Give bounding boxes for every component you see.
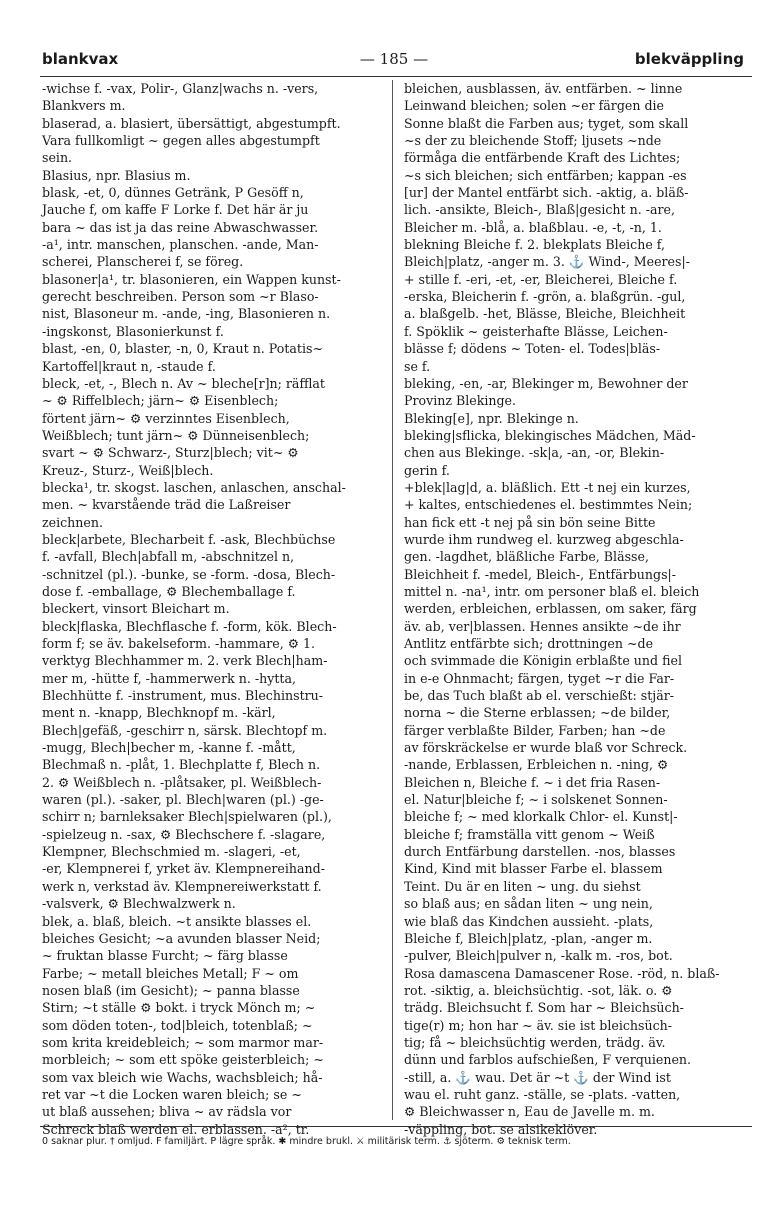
entry-line: Bleking[e], npr. Blekinge n. (404, 410, 579, 426)
entry-line: blässe f; dödens ~ Toten- el. Todes|bläs- (404, 341, 661, 357)
entry-line: -er, Klempnerei f, yrket äv. Klempnereihand- (42, 861, 325, 877)
entry-line: Bleichheit f. -medel, Bleich-, Entfärbungs|- (404, 566, 677, 582)
entry-line: in e-e Ohnmacht; färgen, tyget ~r die Far- (404, 670, 675, 686)
entry-line: Schreck blaß werden el. erblassen. -a², tr. (42, 1121, 310, 1137)
entry-line: bleiches Gesicht; ~a avunden blasser Neid; (42, 930, 321, 946)
entry-line: färger verblaßte Bilder, Farben; han ~de (404, 722, 666, 738)
entry-line: sein. (42, 150, 73, 166)
entry-line: ut blaß aussehen; bliva ~ av rädsla vor (42, 1104, 292, 1120)
entry-line: Jauche f, om kaffe F Lorke f. Det här är ju (42, 202, 309, 218)
entry-line: bleck|flaska, Blechflasche f. -form, kök. Blech- (42, 618, 337, 634)
entry-line: Klempner, Blechschmied m. -slageri, -et, (42, 844, 301, 860)
entry-line: wau el. ruht ganz. -ställe, se -plats. -vatten, (404, 1086, 681, 1102)
entry-line: + kaltes, entschiedenes el. bestimmtes Nein; (404, 497, 693, 513)
entry-line: Provinz Blekinge. (404, 393, 516, 409)
entry-line: bleking, -en, -ar, Blekinger m, Bewohner der (404, 375, 688, 391)
entry-line: [ur] der Mantel entfärbt sich. -aktig, a. bläß- (404, 185, 689, 201)
entry-line: werk n, verkstad äv. Klempnereiwerkstatt f. (42, 878, 322, 894)
abbreviation-legend: 0 saknar plur. † omljud. F familjärt. P lägre språk. ✱ mindre brukl. ⚔ militärisk term. ⚓ sjöterm. ⚙ teknisk term. (42, 1136, 571, 1147)
entry-line: lich. -ansikte, Bleich-, Blaß|gesicht n. -are, (404, 202, 675, 218)
entry-line: Antlitz entfärbte sich; drottningen ~de (404, 636, 654, 651)
entry-line: av förskräckelse er wurde blaß vor Schreck. (404, 740, 688, 756)
entry-line: scherei, Planscherei f, se föreg. (42, 254, 244, 270)
entry-line: Kind, Kind mit blasser Farbe el. blassem (404, 861, 663, 877)
entry-line: zeichnen. (42, 514, 103, 530)
header-rule (40, 76, 752, 77)
entry-line: durch Entfärbung darstellen. -nos, blasses (404, 844, 676, 860)
entry-line: -väppling, bot. se alsikeklöver. (404, 1121, 598, 1137)
entry-line: -still, a. ⚓ wau. Det är ~t ⚓ der Wind ist (404, 1069, 671, 1085)
running-header (36, 50, 752, 74)
entry-line: ment n. -knapp, Blechknopf m. -kärl, (42, 705, 276, 721)
dictionary-page (36, 46, 752, 1196)
entry-line: Rosa damascena Damascener Rose. -röd, n. blaß- (404, 965, 720, 981)
entry-line: Bleichen n, Bleiche f. ~ i det fria Rasen- (404, 774, 661, 790)
entry-line: blask, -et, 0, dünnes Getränk, P Gesöff n, (42, 185, 304, 201)
left-column (42, 80, 384, 1137)
entry-line: verktyg Blechhammer m. 2. verk Blech|ham- (42, 653, 328, 669)
entry-line: Bleich|platz, -anger m. 3. ⚓ Wind-, Meeres|- (404, 254, 690, 270)
entry-line: -ingskonst, Blasonierkunst f. (42, 323, 224, 339)
entry-line: nist, Blasoneur m. -ande, -ing, Blasonieren n. (42, 306, 331, 322)
entry-line: +blek|lag|d, a. bläßlich. Ett -t nej ein kurzes, (404, 479, 691, 495)
entry-line: 2. ⚙ Weißblech n. -plåtsaker, pl. Weißblech- (42, 774, 322, 790)
entry-line: bleichen, ausblassen, äv. entfärben. ~ linne (404, 81, 683, 96)
entry-line: rot. -siktig, a. bleichsüchtig. -sot, läk. o. ⚙ (404, 982, 673, 998)
entry-line: bleiche f; framställa vitt genom ~ Weiß (404, 826, 655, 842)
entry-line: Farbe; ~ metall bleiches Metall; F ~ om (42, 965, 299, 981)
entry-line: blasoner|a¹, tr. blasonieren, ein Wappen kunst- (42, 271, 341, 287)
entry-line: a. blaßgelb. -het, Blässe, Bleiche, Bleichheit (404, 306, 686, 322)
entry-line: schirr n; barnleksaker Blech|spielwaren (pl.), (42, 809, 332, 825)
entry-line: -spielzeug n. -sax, ⚙ Blechschere f. -slagare, (42, 826, 326, 842)
entry-line: bleck|arbete, Blecharbeit f. -ask, Blechbüchse (42, 531, 336, 547)
entry-line: waren (pl.). -saker, pl. Blech|waren (pl.) -ge- (42, 792, 324, 808)
entry-line: + stille f. -eri, -et, -er, Bleicherei, Bleiche f. (404, 271, 678, 287)
entry-line: Blasius, npr. Blasius m. (42, 167, 191, 183)
entry-line: be, das Tuch blaßt ab el. verschießt: stjär- (404, 688, 674, 704)
entry-line: bara ~ das ist ja das reine Abwaschwasser. (42, 219, 319, 235)
entry-line: se f. (404, 358, 431, 374)
entry-line: som vax bleich wie Wachs, wachsbleich; hå- (42, 1069, 323, 1085)
entry-line: norna ~ die Sterne erblassen; ~de bilder, (404, 705, 671, 721)
entry-line: ~s sich bleichen; sich entfärben; kappan -es (404, 167, 687, 183)
entry-line: wie blaß das Kindchen aussieht. -plats, (404, 913, 654, 929)
entry-line: ~ fruktan blasse Furcht; ~ färg blasse (42, 948, 288, 964)
entry-line: ~ ⚙ Riffelblech; järn~ ⚙ Eisenblech; (42, 393, 279, 409)
entry-line: form f; se äv. bakelseform. -hammare, ⚙ 1. (42, 636, 316, 651)
entry-line: wurde ihm rundweg el. kurzweg abgeschla- (404, 531, 684, 547)
entry-line: werden, erbleichen, erblassen, om saker, färg (404, 601, 697, 617)
entry-line: bleiche f; ~ med klorkalk Chlor- el. Kunst|- (404, 809, 678, 825)
entry-line: Bleiche f, Bleich|platz, -plan, -anger m. (404, 930, 653, 946)
entry-line: Stirn; ~t ställe ⚙ bokt. i tryck Mönch m; ~ (42, 1000, 316, 1016)
entry-line: förtent järn~ ⚙ verzinntes Eisenblech, (42, 410, 290, 426)
entry-line: ~s der zu bleichende Stoff; ljusets ~nde (404, 133, 662, 149)
entry-line: tige(r) m; hon har ~ äv. sie ist bleichsüch- (404, 1017, 673, 1033)
entry-line: bleck, -et, -, Blech n. Av ~ bleche[r]n; räfflat (42, 375, 325, 391)
footer-rule (40, 1126, 752, 1127)
entry-line: Bleicher m. -blå, a. blaßblau. -e, -t, -n, 1. (404, 219, 662, 235)
page-number: — 185 — (359, 50, 429, 68)
entry-line: ret var ~t die Locken waren bleich; se ~ (42, 1086, 302, 1102)
entry-line: Teint. Du är en liten ~ ung. du siehst (404, 878, 641, 894)
entry-line: -mugg, Blech|becher m, -kanne f. -mått, (42, 740, 296, 756)
entry-line: -pulver, Bleich|pulver n, -kalk m. -ros, bot. (404, 948, 673, 964)
entry-line: -a¹, intr. manschen, planschen. -ande, Man- (42, 237, 319, 253)
entry-line: dünn und farblos aufschießen, F verquienen. (404, 1052, 692, 1068)
entry-line: -wichse f. -vax, Polir-, Glanz|wachs n. -vers, (42, 81, 319, 96)
entry-line: Kartoffel|kraut n, -staude f. (42, 358, 216, 374)
entry-line: gen. -lagdhet, bläßliche Farbe, Blässe, (404, 549, 649, 565)
entry-line: och svimmade die Königin erblaßte und fiel (404, 653, 682, 669)
entry-line: gerin f. (404, 462, 450, 478)
entry-line: -erska, Bleicherin f. -grön, a. blaßgrün. -gul, (404, 289, 686, 305)
entry-line: morbleich; ~ som ett spöke geisterbleich; ~ (42, 1052, 324, 1068)
column-divider (392, 80, 393, 1120)
entry-line: chen aus Blekinge. -sk|a, -an, -or, Blekin- (404, 445, 665, 461)
entry-line: Weißblech; tunt järn~ ⚙ Dünneisenblech; (42, 427, 310, 443)
entry-line: mittel n. -na¹, intr. om personer blaß el. bleich (404, 583, 700, 599)
entry-line: blecka¹, tr. skogst. laschen, anlaschen, anschal- (42, 479, 346, 495)
entry-line: Blechmaß n. -plåt, 1. Blechplatte f, Blech n. (42, 757, 321, 773)
entry-line: Blankvers m. (42, 98, 126, 114)
header-last-entry: blekväppling (634, 50, 744, 68)
entry-line: f. Spöklik ~ geisterhafte Blässe, Leichen- (404, 323, 668, 339)
entry-line: blaserad, a. blasiert, übersättigt, abgestumpft. (42, 115, 341, 131)
entry-line: Leinwand bleichen; solen ~er färgen die (404, 98, 664, 114)
entry-line: blek, a. blaß, bleich. ~t ansikte blasses el. (42, 913, 312, 929)
entry-line: gerecht beschreiben. Person som ~r Blaso- (42, 289, 319, 305)
entry-line: han fick ett -t nej på sin bön seine Bitte (404, 514, 656, 530)
entry-line: Blechhütte f. -instrument, mus. Blechinstru- (42, 688, 324, 704)
entry-line: som döden toten-, tod|bleich, totenblaß; ~ (42, 1017, 313, 1033)
entry-line: svart ~ ⚙ Schwarz-, Sturz|blech; vit~ ⚙ (42, 445, 299, 461)
entry-line: -nande, Erblassen, Erbleichen n. -ning, ⚙ (404, 757, 669, 773)
entry-line: ⚙ Bleichwasser n, Eau de Javelle m. m. (404, 1104, 655, 1120)
entry-line: Kreuz-, Sturz-, Weiß|blech. (42, 462, 214, 478)
entry-line: trädg. Bleichsucht f. Som har ~ Bleichsüch- (404, 1000, 684, 1016)
entry-line: tig; få ~ bleichsüchtig werden, trädg. äv. (404, 1034, 666, 1050)
entry-line: nosen blaß (im Gesicht); ~ panna blasse (42, 982, 300, 998)
entry-line: förmåga die entfärbende Kraft des Lichtes; (404, 150, 681, 166)
entry-line: Vara fullkomligt ~ gegen alles abgestumpft (42, 133, 320, 149)
entry-line: -valsverk, ⚙ Blechwalzwerk n. (42, 896, 236, 912)
entry-line: bleking|sflicka, blekingisches Mädchen, Mäd- (404, 427, 696, 443)
entry-line: blast, -en, 0, blaster, -n, 0, Kraut n. Potatis~ (42, 341, 324, 357)
header-first-entry: blankvax (42, 50, 119, 68)
entry-line: Blech|gefäß, -geschirr n, särsk. Blechtopf m. (42, 722, 328, 738)
entry-line: el. Natur|bleiche f; ~ i solskenet Sonnen- (404, 792, 668, 808)
entry-line: men. ~ kvarstående träd die Laßreiser (42, 497, 291, 513)
entry-line: -schnitzel (pl.). -bunke, se -form. -dosa, Blech- (42, 566, 336, 582)
entry-line: bleckert, vinsort Bleichart m. (42, 601, 230, 617)
entry-line: Sonne blaßt die Farben aus; tyget, som skall (404, 115, 689, 131)
entry-line: so blaß aus; en sådan liten ~ ung nein, (404, 896, 653, 912)
entry-line: dose f. -emballage, ⚙ Blechemballage f. (42, 583, 296, 599)
entry-line: mer m, -hütte f, -hammerwerk n. -hytta, (42, 670, 296, 686)
entry-line: f. -avfall, Blech|abfall m, -abschnitzel n, (42, 549, 295, 565)
entry-line: äv. ab, ver|blassen. Hennes ansikte ~de ihr (404, 618, 681, 634)
entry-line: som krita kreidebleich; ~ som marmor mar- (42, 1034, 324, 1050)
right-column (404, 80, 752, 1137)
entry-line: blekning Bleiche f. 2. blekplats Bleiche f, (404, 237, 666, 253)
